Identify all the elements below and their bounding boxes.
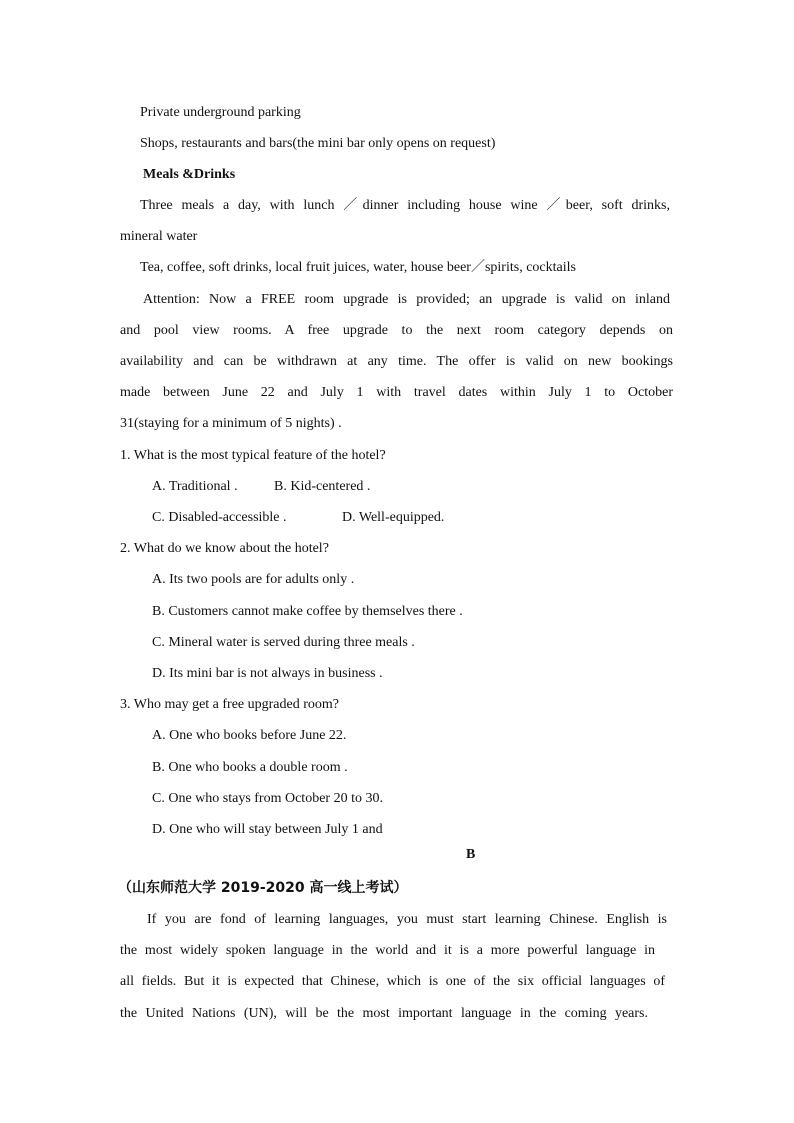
passage-line-3: all fields. But it is expected that Chinese, which is one of the six official languages of: [120, 974, 665, 989]
drinks-line: Tea, coffee, soft drinks, local fruit juices, water, house beer／spirits, cocktails: [140, 260, 576, 275]
question-2-option-b: B. Customers cannot make coffee by themselves there .: [152, 604, 463, 619]
question-3-stem: 3. Who may get a free upgraded room?: [120, 697, 339, 712]
question-3-option-b: B. One who books a double room .: [152, 760, 348, 775]
attention-line-4: made between June 22 and July 1 with travel dates within July 1 to October: [120, 385, 673, 400]
attention-line-2: and pool view rooms. A free upgrade to the next room category depends on: [120, 323, 673, 338]
question-2-option-c: C. Mineral water is served during three meals .: [152, 635, 415, 650]
question-3-option-a: A. One who books before June 22.: [152, 728, 347, 743]
source-heading: （山东师范大学 2019-2020 高一线上考试）: [118, 880, 408, 896]
meals-line-1: Three meals a day, with lunch ／dinner including house wine ／beer, soft drinks,: [140, 198, 670, 213]
attention-line-1: Attention: Now a FREE room upgrade is provided; an upgrade is valid on inland: [143, 292, 670, 307]
question-3-option-d: D. One who will stay between July 1 and: [152, 822, 383, 837]
question-2-option-d: D. Its mini bar is not always in business .: [152, 666, 383, 681]
meals-heading: Meals &Drinks: [143, 167, 236, 182]
question-1-option-c: C. Disabled-accessible .: [152, 510, 287, 525]
question-1-option-a: A. Traditional .: [152, 479, 238, 494]
question-3-option-c: C. One who stays from October 20 to 30.: [152, 791, 383, 806]
meals-line-2: mineral water: [120, 229, 198, 244]
attention-line-3: availability and can be withdrawn at any time. The offer is valid on new bookings: [120, 354, 673, 369]
passage-line-2: the most widely spoken language in the world and it is a more powerful language in: [120, 943, 655, 958]
question-1-option-d: D. Well-equipped.: [342, 510, 445, 525]
question-2-stem: 2. What do we know about the hotel?: [120, 541, 329, 556]
facility-parking: Private underground parking: [140, 105, 301, 120]
passage-line-4: the United Nations (UN), will be the most important language in the coming years.: [120, 1006, 648, 1021]
passage-line-1: If you are fond of learning languages, you must start learning Chinese. English is: [147, 912, 667, 927]
question-1-option-b: B. Kid-centered .: [274, 479, 371, 494]
attention-line-5: 31(staying for a minimum of 5 nights) .: [120, 416, 342, 431]
question-1-stem: 1. What is the most typical feature of the hotel?: [120, 448, 386, 463]
section-b-heading: B: [466, 847, 476, 862]
facility-shops: Shops, restaurants and bars(the mini bar only opens on request): [140, 136, 496, 151]
question-2-option-a: A. Its two pools are for adults only .: [152, 572, 355, 587]
